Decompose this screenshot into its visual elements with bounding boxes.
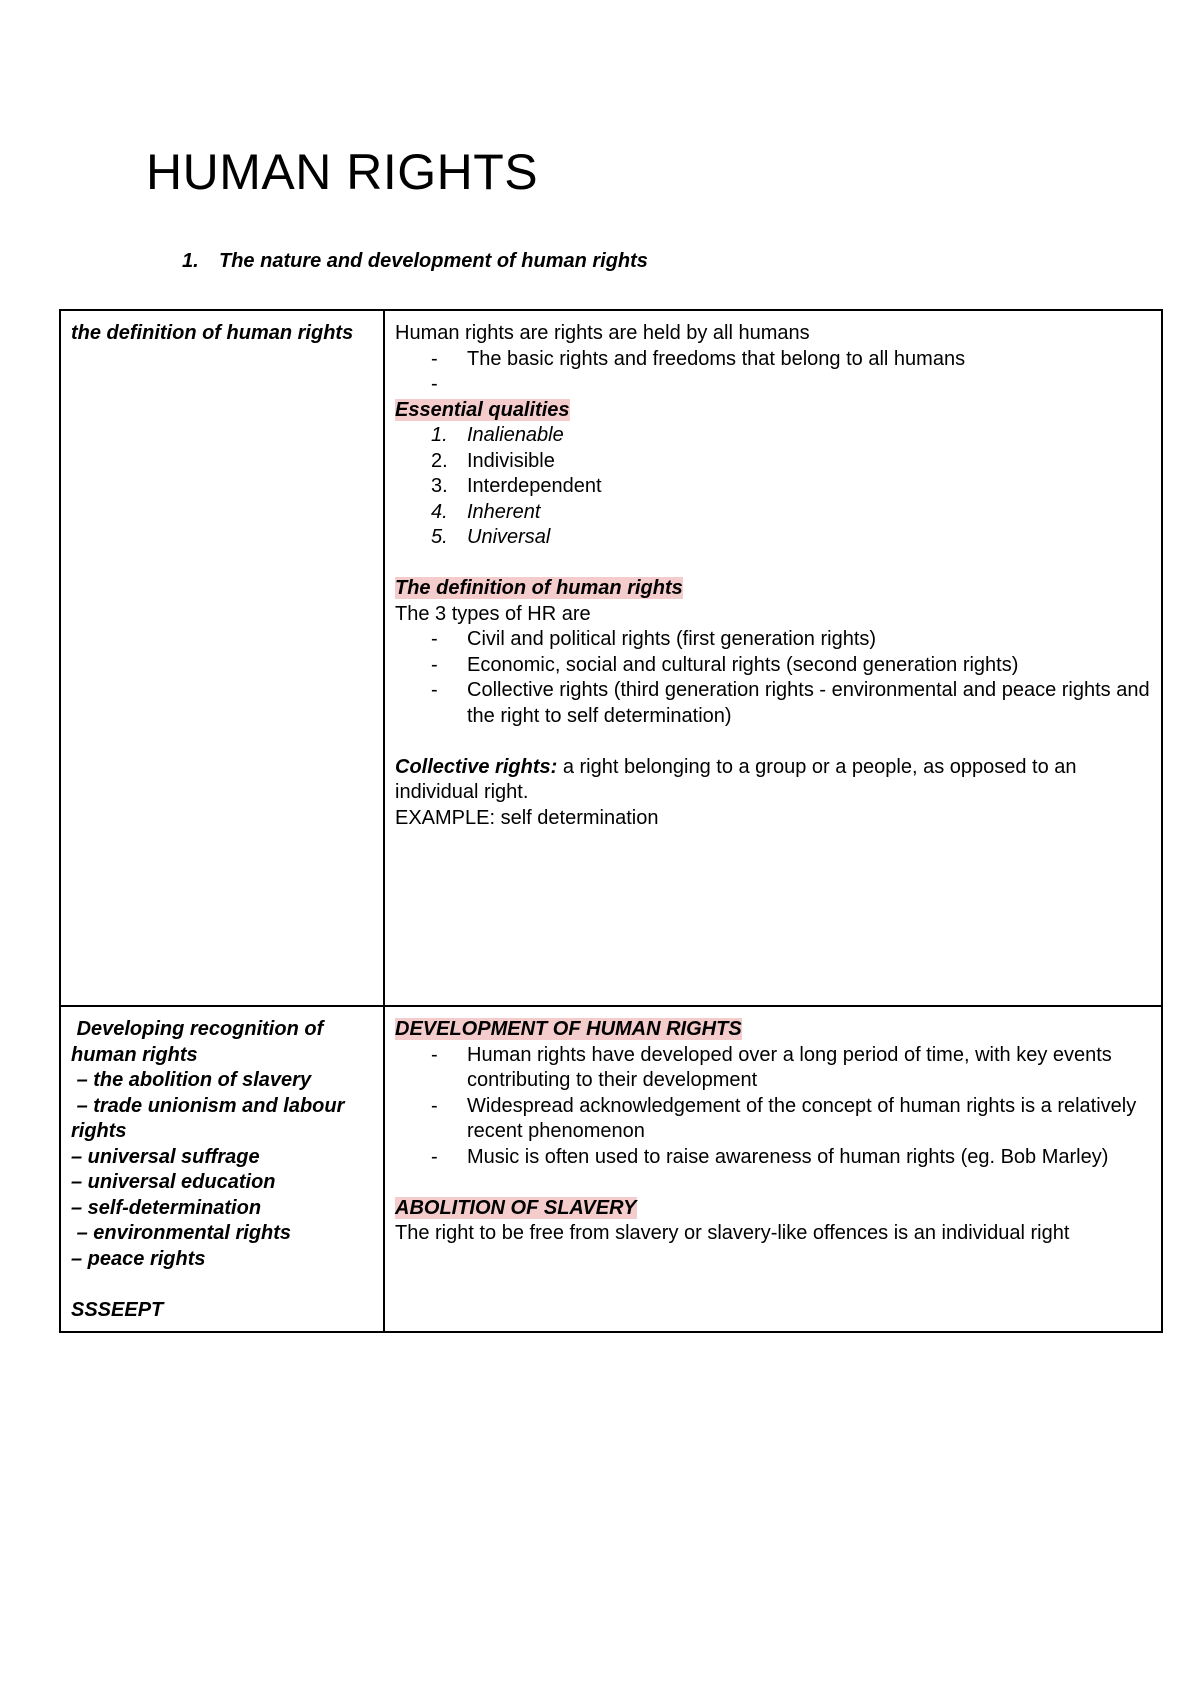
slavery-heading: ABOLITION OF SLAVERY xyxy=(395,1196,637,1219)
definition-heading: The definition of human rights xyxy=(395,577,683,599)
list-item: - The basic rights and freedoms that belong to all humans xyxy=(431,347,966,370)
collective-definition: Collective rights: a right belonging to a group or a people, as opposed to an individual right. xyxy=(395,755,1077,803)
topic-cell xyxy=(60,1006,384,1332)
topic-cell xyxy=(60,310,384,1006)
list-item: - Human rights have developed over a long period of time, with key events contributing to their development xyxy=(431,1043,1112,1091)
topic-line: Developing recognition of human rights xyxy=(71,1018,329,1066)
development-heading: DEVELOPMENT OF HUMAN RIGHTS xyxy=(395,1018,742,1040)
topic-line: – peace rights xyxy=(71,1247,206,1270)
topic-line: – trade unionism and labour rights xyxy=(71,1094,350,1142)
list-item: 2. Indivisible xyxy=(431,449,555,472)
topic-line: – universal education xyxy=(71,1171,276,1193)
list-item: 3. Interdependent xyxy=(431,475,602,497)
list-item: - Widespread acknowledgement of the concept of human rights is a relatively recent phenomenon xyxy=(431,1094,1137,1142)
table-row xyxy=(60,310,1162,1006)
list-item: - Music is often used to raise awareness of human rights (eg. Bob Marley) xyxy=(431,1145,1109,1168)
list-item: - Civil and political rights (first generation rights) xyxy=(431,628,877,650)
topic-line: SSSEEPT xyxy=(71,1298,164,1321)
topic-line: – self-determination xyxy=(71,1196,262,1219)
content-cell xyxy=(384,310,1162,1006)
slavery-text: The right to be free from slavery or slavery-like offences is an individual right xyxy=(395,1222,1070,1244)
topic-line xyxy=(71,1272,373,1298)
qualities-heading: Essential qualities xyxy=(395,398,570,421)
page-title: HUMAN RIGHTS xyxy=(146,144,539,200)
section-title: The nature and development of human rights xyxy=(219,250,648,272)
list-item: - xyxy=(431,373,438,395)
list-item: 1. Inalienable xyxy=(431,424,564,446)
section-number: 1. xyxy=(182,250,199,272)
content-cell xyxy=(384,1006,1162,1332)
notes-table xyxy=(59,309,1163,1333)
types-intro: The 3 types of HR are xyxy=(395,602,591,625)
list-item: 4. Inherent xyxy=(431,500,541,523)
topic-line: – universal suffrage xyxy=(71,1145,260,1168)
example-text: EXAMPLE: self determination xyxy=(395,806,659,829)
table-row xyxy=(60,1006,1162,1332)
list-item: - Collective rights (third generation rights - environmental and peace rights and the right to self determination) xyxy=(431,679,1150,727)
section-heading xyxy=(182,250,648,273)
list-item: - Economic, social and cultural rights (second generation rights) xyxy=(431,653,1019,676)
topic-line: – the abolition of slavery xyxy=(71,1069,312,1091)
list-item: 5. Universal xyxy=(431,526,551,548)
topic-label: the definition of human rights xyxy=(71,322,354,344)
topic-line: – environmental rights xyxy=(71,1222,292,1244)
intro-text: Human rights are rights are held by all humans xyxy=(395,322,810,344)
